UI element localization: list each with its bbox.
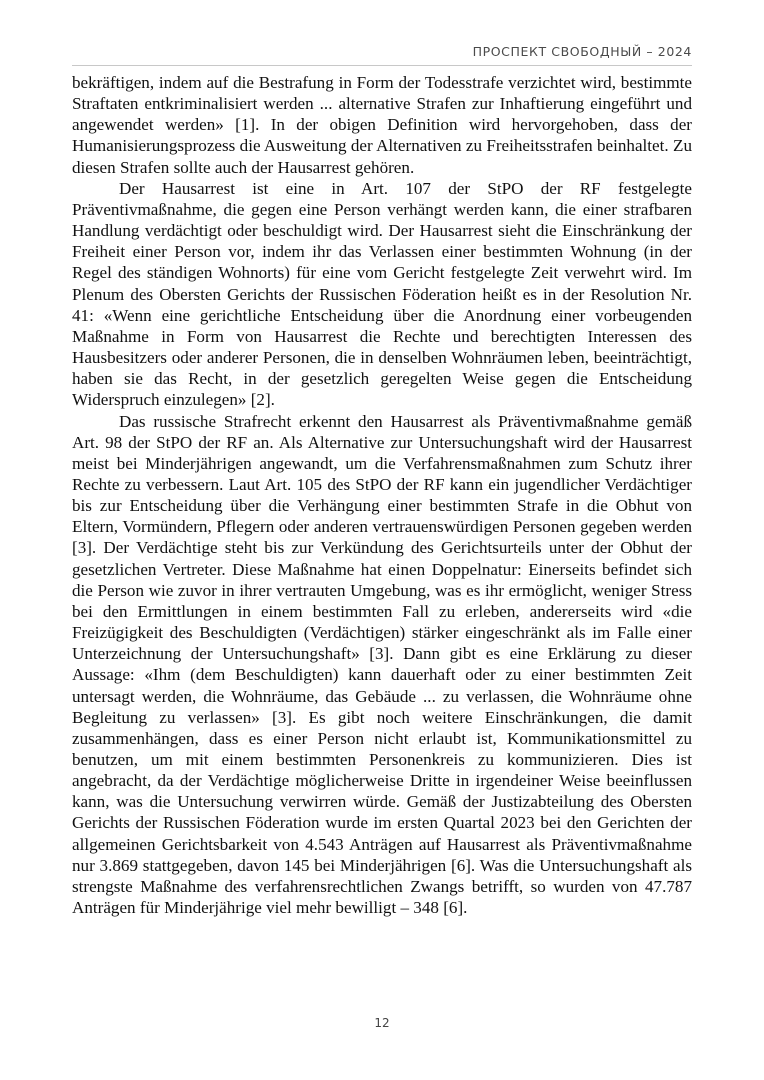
paragraph: Der Hausarrest ist eine in Art. 107 der StPO der RF festgelegte Präventivmaßnahme, die gegen eine Person verhängt werden kann, die einer strafbaren Handlung verdächtigt oder beschuldigt wird. Der Hausarrest sieht die Einschränkung der Freiheit einer Person vor, indem ihr das Verlassen einer bestimmten Wohnung (in der Regel des ständigen Wohnorts) für eine vom Gericht festgelegte Zeit verwehrt wird. Im Plenum des Obersten Gerichts der Russischen Föderation heißt es in der Resolution Nr. 41: «Wenn eine gerichtliche Entscheidung über die Anordnung einer vorbeugenden Maßnahme in Form von Hausarrest die Rechte und berechtigten Interessen des Hausbesitzers oder anderer Personen, die in denselben Wohnräumen leben, beeinträchtigt, haben sie das Recht, in der gesetzlich geregelten Weise gegen die Entscheidung Widerspruch einzulegen» [2]. (72, 178, 692, 410)
running-header: ПРОСПЕКТ СВОБОДНЫЙ – 2024 (72, 44, 692, 66)
body-text (72, 72, 692, 918)
page-number: 12 (374, 1016, 390, 1030)
paragraph: bekräftigen, indem auf die Bestrafung in Form der Todesstrafe verzichtet wird, bestimmte Straftaten entkriminalisiert werden ... alternative Strafen zur Inhaftierung eingeführt und angewendet werden» [1]. In der obigen Definition wird hervorgehoben, dass der Humanisierungsprozess die Ausweitung der Alternativen zu Freiheitsstrafen beinhaltet. Zu diesen Strafen sollte auch der Hausarrest gehören. (72, 73, 692, 177)
paragraph: Das russische Strafrecht erkennt den Hausarrest als Präventivmaßnahme gemäß Art. 98 der StPO der RF an. Als Alternative zur Untersuchungshaft wird der Hausarrest meist bei Minderjährigen angewandt, um die Verfahrensmaßnahmen zum Schutz ihrer Rechte zu verbessern. Laut Art. 105 des StPO der RF kann ein jugendlicher Verdächtiger bis zur Entscheidung über die Verhängung einer bestimmten Strafe in die Obhut von Eltern, Vormündern, Pflegern oder anderen vertrauenswürdigen Personen gegeben werden [3]. Der Verdächtige steht bis zur Verkündung des Gerichtsurteils unter der Obhut der gesetzlichen Vertreter. Diese Maßnahme hat einen Doppelnatur: Einerseits befindet sich die Person wie zuvor in ihrer vertrauten Umgebung, was es ihr ermöglicht, weniger Stress bei den Ermittlungen in einem bestimmten Fall zu erleben, andererseits wird «die Freizügigkeit des Beschuldigten (Verdächtigen) stärker eingeschränkt als im Falle einer Unterzeichnung der Untersuchungshaft» [3]. Dann gibt es eine Erklärung zu dieser Aussage: «Ihm (dem Beschuldigten) kann dauerhaft oder zu einer bestimmten Zeit untersagt werden, die Wohnräume, das Gebäude ... zu verlassen, die Wohnräume ohne Begleitung zu verlassen» [3]. Es gibt noch weitere Einschränkungen, die damit zusammenhängen, dass es einer Person nicht erlaubt ist, Kommunikationsmittel zu benutzen, um mit einem bestimmten Personenkreis zu kommunizieren. Dies ist angebracht, da der Verdächtige möglicherweise Dritte in irgendeiner Weise beeinflussen kann, was die Untersuchung verwirren würde. Gemäß der Justizabteilung des Obersten Gerichts der Russischen Föderation wurde im ersten Quartal 2023 bei den Gerichten der allgemeinen Gerichtsbarkeit von 4.543 Anträgen auf Hausarrest als Präventivmaßnahme nur 3.869 stattgegeben, davon 145 bei Minderjährigen [6]. Was die Untersuchungshaft als strengste Maßnahme des verfahrensrechtlichen Zwangs betrifft, so wurden von 47.787 Anträgen für Minderjährige viel mehr bewilligt – 348 [6]. (72, 411, 692, 918)
